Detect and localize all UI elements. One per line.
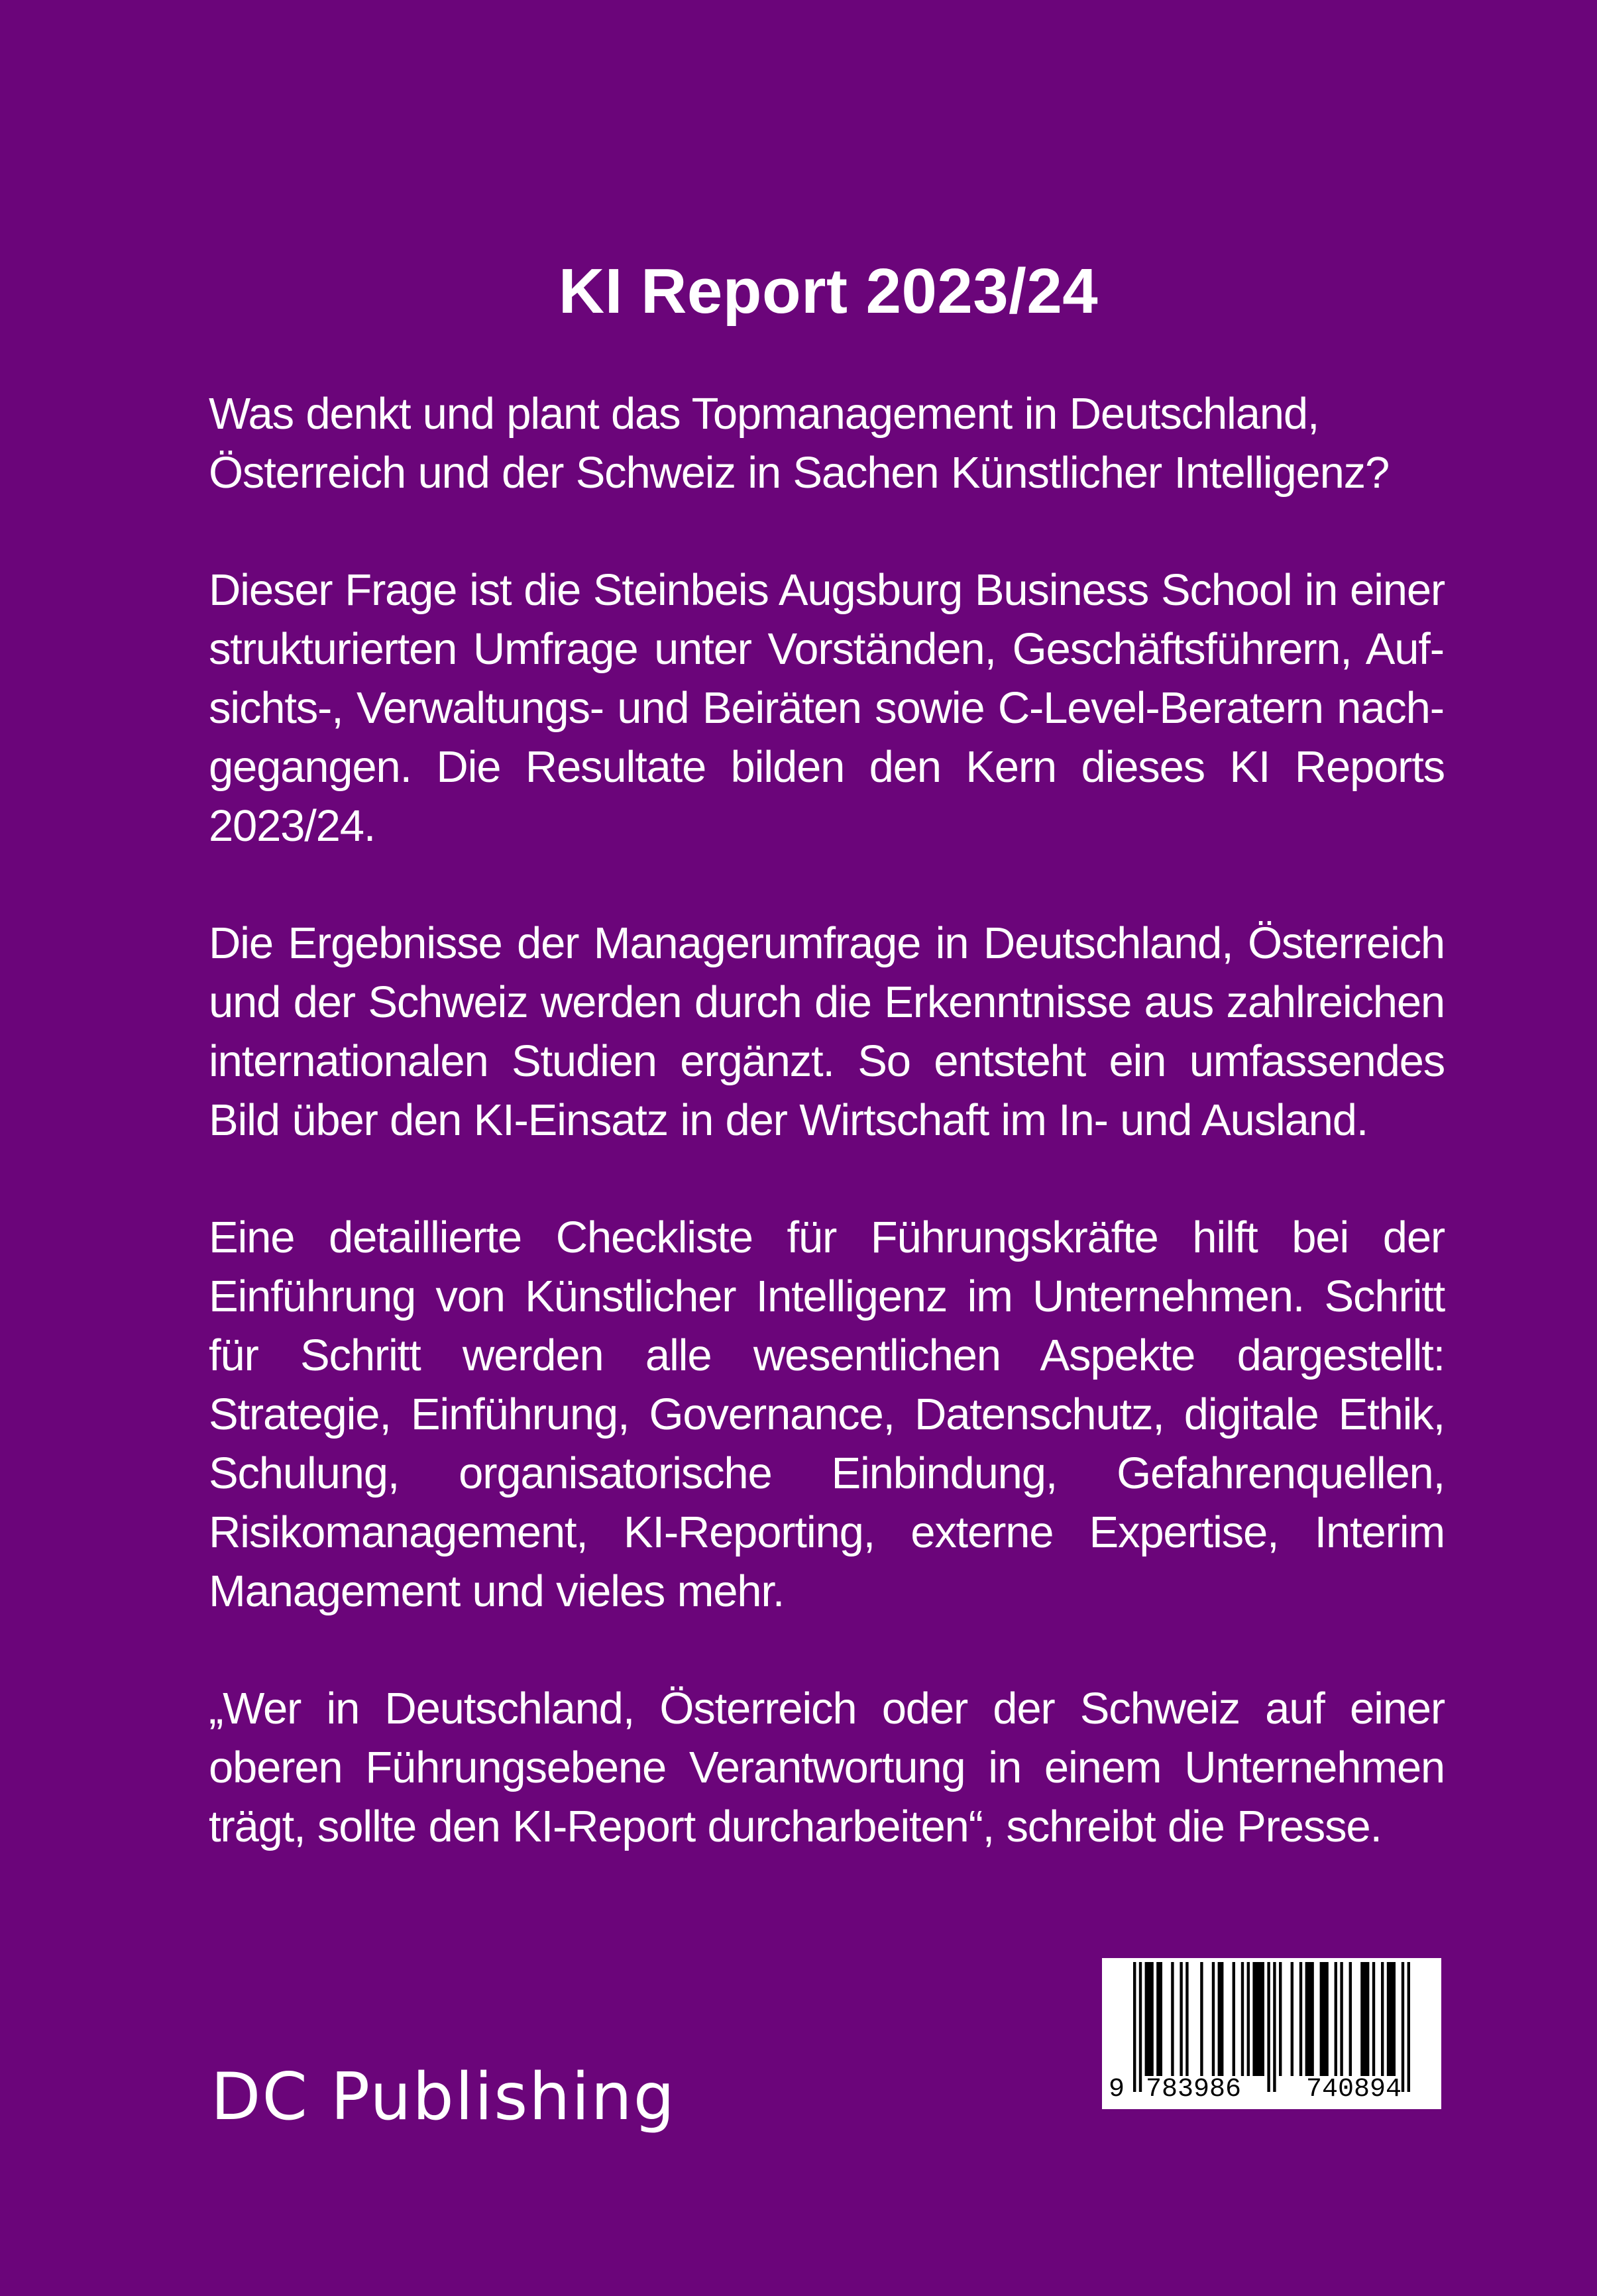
barcode-bar	[1360, 1962, 1369, 2076]
barcode-bar	[1139, 1962, 1142, 2092]
barcode-bar	[1320, 1962, 1329, 2076]
blurb-paragraph-1: Was denkt und plant das Topmanagement in Deutschland, Österreich und der Schweiz in Sachen Künstlicher Intelligenz?	[209, 389, 1390, 498]
barcode-bar	[1372, 1962, 1375, 2076]
barcode-bar	[1273, 1962, 1276, 2092]
cover-title: KI Report 2023/24	[558, 256, 1099, 327]
barcode-bar	[1133, 1962, 1136, 2092]
publisher-name: DC Publishing	[211, 2059, 676, 2135]
barcode-bar	[1402, 1962, 1404, 2092]
isbn-prefix-digit: 9	[1109, 2075, 1125, 2105]
barcode-bar	[1180, 1962, 1182, 2076]
barcode-bar	[1340, 1962, 1343, 2076]
barcode-bar	[1145, 1962, 1154, 2076]
barcode-bar	[1291, 1962, 1294, 2076]
isbn-left-group: 783986	[1146, 2075, 1242, 2105]
blurb-paragraph-4: Eine detaillierte Checkliste für Führungskräfte hilft bei der Einführung von Künstlicher Intelligenz im Unternehmen. Schritt für Schritt werden alle wesentlichen Aspekte dargestellt: Strategie, Einführung, Governance, Datenschutz, digitale Ethik, Schulung, organisatorische Einbindung, Gefahrenquellen, Risikomanagement, KI-Reporting, externe Expertise, Interim Management und vieles mehr.	[209, 1213, 1445, 1616]
barcode-bar	[1247, 1962, 1250, 2076]
barcode-bar	[1387, 1962, 1396, 2076]
barcode-bar	[1381, 1962, 1384, 2076]
barcode-bar	[1252, 1962, 1264, 2076]
isbn-number	[1102, 2075, 1441, 2105]
barcode-bar	[1171, 1962, 1174, 2076]
barcode-bar	[1218, 1962, 1224, 2076]
barcode-bar	[1407, 1962, 1410, 2092]
barcode-bar	[1267, 1962, 1270, 2092]
barcode-bar	[1349, 1962, 1352, 2076]
blurb-paragraph-2: Dieser Frage ist die Steinbeis Augsburg Business School in einer strukturierten Umfrage unter Vorständen, Geschäftsführern, Aufsichts-, Verwaltungs- und Beiräten sowie C-Level-Beratern nachgegangen. Die Resultate bilden den Kern dieses KI Reports 2023/24.	[209, 565, 1445, 851]
barcode-bar	[1200, 1962, 1203, 2076]
isbn-right-group: 740894	[1306, 2075, 1402, 2105]
barcode-bar	[1335, 1962, 1337, 2076]
barcode-bar	[1279, 1962, 1282, 2076]
barcode-bar	[1241, 1962, 1244, 2076]
barcode-bar	[1305, 1962, 1314, 2076]
barcode-bar	[1156, 1962, 1162, 2076]
blurb-paragraph-5: „Wer in Deutschland, Österreich oder der Schweiz auf einer oberen Führungsebene Verantwortung in einem Unternehmen trägt, sollte den KI-Report durcharbeiten“, schreibt die Presse.	[209, 1684, 1445, 1851]
barcode-bar	[1185, 1962, 1188, 2076]
barcode-bar	[1212, 1962, 1215, 2076]
barcode-bar	[1299, 1962, 1302, 2076]
isbn-barcode	[1102, 1958, 1441, 2109]
barcode-bar	[1233, 1962, 1235, 2076]
blurb-text	[209, 384, 1445, 1914]
blurb-paragraph-3: Die Ergebnisse der Managerumfrage in Deutschland, Österreich und der Schweiz werden durch die Erkenntnisse aus zahlreichen internationalen Studien ergänzt. So entsteht ein umfassendes Bild über den KI-Einsatz in der Wirtschaft im In- und Ausland.	[209, 918, 1445, 1145]
